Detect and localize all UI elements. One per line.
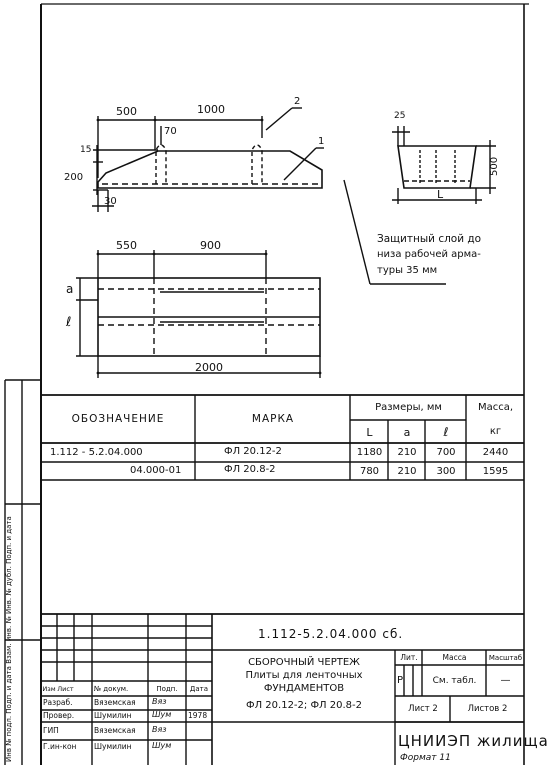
row2-mark: ФЛ 20.8-2 <box>224 464 276 475</box>
scale-label: Масштаб <box>488 653 523 662</box>
title-line-3: ФУНДАМЕНТОВ <box>263 682 345 694</box>
dim-15-label: 15 <box>80 145 92 155</box>
col-mass-header: Масса, <box>477 402 514 413</box>
row2-mass: 1595 <box>482 465 509 477</box>
left-stamp-label: Инв № подл. Подп. и дата Взам. инв. № Инв. № дубл. Подп. и дата <box>5 516 13 762</box>
note-line-3: туры 35 мм <box>377 265 438 276</box>
role-1-sign: Вяз <box>152 697 167 706</box>
title-line-1: СБОРОЧНЫЙ ЧЕРТЕЖ <box>248 656 360 668</box>
dim-200-label: 200 <box>64 172 84 183</box>
row2-ell: 300 <box>436 465 456 477</box>
role-1-name: Вяземская <box>94 698 136 707</box>
role-3-sign: Вяз <box>152 725 167 734</box>
scale-value: — <box>500 675 511 686</box>
row1-designation: 1.112 - 5.2.04.000 <box>50 447 143 458</box>
dim-500-label: 500 <box>116 105 137 118</box>
role-2-name: Шумилин <box>94 711 132 720</box>
lit-label: Лит. <box>400 653 418 663</box>
role-2-date: 1978 <box>188 711 208 720</box>
row1-l: 1180 <box>356 447 383 458</box>
col-l-header: L <box>366 425 373 439</box>
row1-mark: ФЛ 20.12-2 <box>224 446 282 457</box>
sheet-label: Лист 2 <box>408 703 438 714</box>
col-designation-header: ОБОЗНАЧЕНИЕ <box>71 412 165 425</box>
col-mass-unit: кг <box>489 426 502 437</box>
row1-a: 210 <box>397 447 417 458</box>
role-1: Разраб. <box>43 698 73 707</box>
col-ell-header: ℓ <box>443 425 449 439</box>
head-ndok: № докум. <box>93 684 129 693</box>
head-data: Дата <box>189 684 209 693</box>
head-list: Лист <box>57 684 74 693</box>
role-4-name: Шумилин <box>94 742 132 751</box>
format-note: Формат 11 <box>400 753 451 763</box>
plan-dim-a: a <box>66 282 74 296</box>
dim-1000-label: 1000 <box>197 103 225 116</box>
plan-dim-2000: 2000 <box>195 361 223 374</box>
role-4-sign: Шум <box>152 741 172 750</box>
doc-code: 1.112-5.2.04.000 сб. <box>258 627 404 641</box>
dim-70-label: 70 <box>164 126 177 137</box>
row2-designation: 04.000-01 <box>130 465 182 476</box>
col-a-header: a <box>403 425 411 439</box>
callout-1: 1 <box>318 136 325 147</box>
plan-dim-900: 900 <box>200 239 221 252</box>
note-line-1: Защитный слой до <box>377 233 482 245</box>
row1-ell: 700 <box>436 447 456 458</box>
row2-l: 780 <box>359 465 380 477</box>
row2-a: 210 <box>397 465 417 477</box>
role-3-name: Вяземская <box>94 726 136 735</box>
callout-2: 2 <box>294 96 301 107</box>
role-4: Г.ин-кон <box>43 742 77 751</box>
title-line-4: ФЛ 20.12-2; ФЛ 20.8-2 <box>246 700 362 711</box>
note-line-2: низа рабочей арма- <box>377 249 481 260</box>
plan-dim-550: 550 <box>116 239 137 252</box>
mass-value: См. табл. <box>432 675 477 686</box>
head-izm: Изм <box>42 684 56 693</box>
role-2: Провер. <box>43 711 75 720</box>
section-dim-l: L <box>437 188 444 201</box>
row1-mass: 2440 <box>482 447 509 458</box>
head-podp: Подп. <box>156 684 178 693</box>
org-logo: ЦНИИЭП жилища <box>398 732 549 750</box>
section-dim-25: 25 <box>394 111 406 121</box>
dim-30-label: 30 <box>104 196 117 207</box>
section-dim-500: 500 <box>489 156 500 176</box>
title-line-2: Плиты для ленточных <box>245 669 363 681</box>
col-mark-header: МАРКА <box>251 412 295 425</box>
role-3: ГИП <box>43 726 59 735</box>
col-dims-header: Размеры, мм <box>375 402 442 413</box>
mass-label: Масса <box>442 653 467 663</box>
plan-dim-l: ℓ <box>66 315 72 330</box>
role-2-sign: Шум <box>152 710 172 719</box>
sheets-label: Листов 2 <box>467 703 508 714</box>
lit-value: Р <box>396 675 404 686</box>
